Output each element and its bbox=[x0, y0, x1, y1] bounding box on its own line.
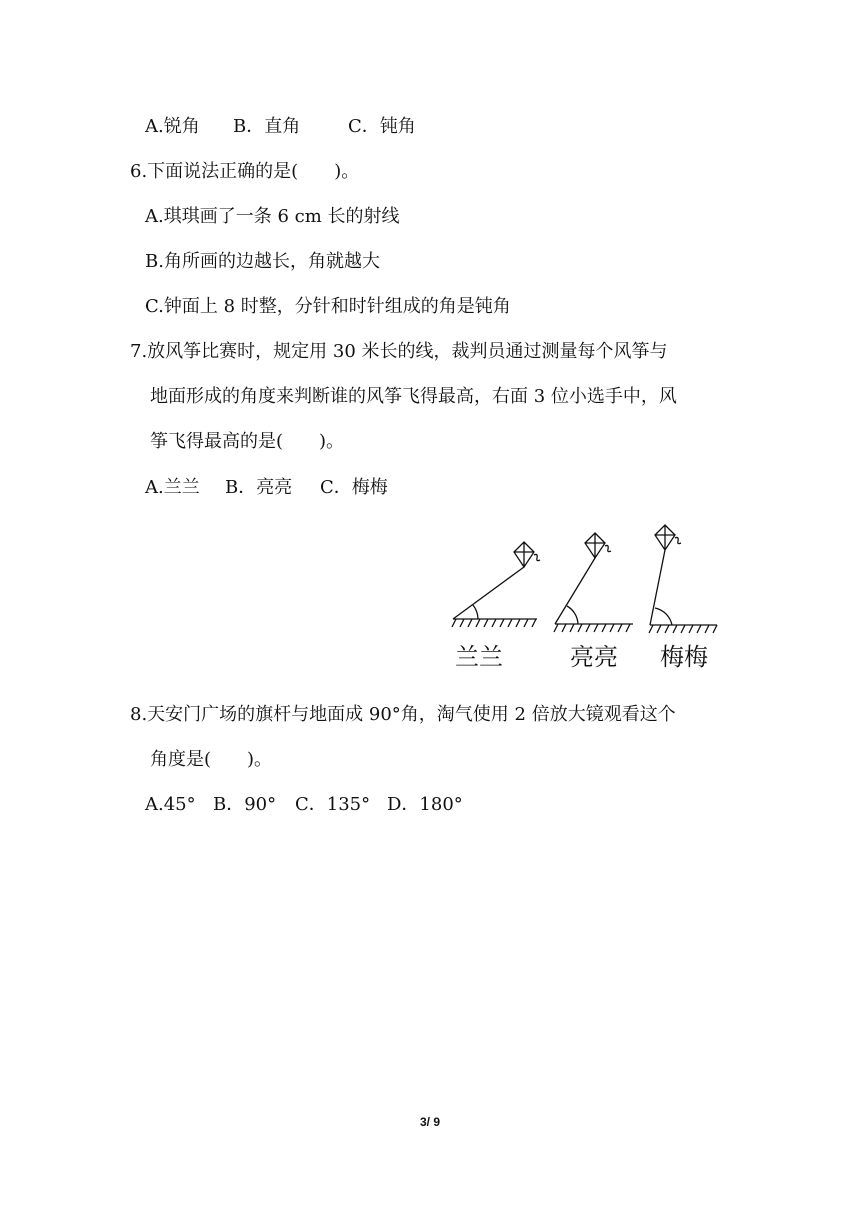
q8-option-b: B．90° bbox=[213, 794, 277, 815]
q8-options bbox=[145, 793, 463, 817]
kite-string bbox=[650, 550, 665, 625]
q6-stem: 6.下面说法正确的是( )。 bbox=[130, 161, 360, 182]
q6-option-b: B.角所画的边越长，角就越大 bbox=[145, 251, 380, 272]
page-number: 3/ 9 bbox=[419, 1115, 440, 1129]
kite-meimei bbox=[649, 525, 717, 633]
angle-arc bbox=[473, 605, 478, 619]
kite-string bbox=[453, 567, 524, 619]
q8-stem-line-1: 8.天安门广场的旗杆与地面成 90°角，淘气使用 2 倍放大镜观看这个 bbox=[130, 704, 676, 725]
kite-tail bbox=[605, 545, 611, 551]
angle-arc bbox=[655, 608, 672, 625]
q7-option-a: A.兰兰 bbox=[145, 477, 200, 498]
q6-option-c: C.钟面上 8 时整，分针和时针组成的角是钝角 bbox=[145, 296, 511, 317]
ground-hatching bbox=[554, 624, 630, 632]
q8-option-a: A.45° bbox=[145, 794, 196, 815]
q7-option-b: B．亮亮 bbox=[225, 477, 293, 498]
kite-figure bbox=[440, 515, 730, 680]
label-meimei: 梅梅 bbox=[660, 643, 708, 671]
kite-tail bbox=[534, 554, 540, 560]
kite-body bbox=[655, 525, 675, 550]
kite-tail bbox=[675, 537, 681, 543]
q5-option-b: B．直角 bbox=[233, 116, 301, 137]
q5-options bbox=[145, 115, 416, 139]
ground-hatching bbox=[649, 625, 717, 633]
q8-option-c: C．135° bbox=[295, 794, 371, 815]
q7-stem-line-3: 筝飞得最高的是( )。 bbox=[150, 431, 345, 452]
ground-hatching bbox=[452, 619, 536, 627]
q7-stem-line-1: 7.放风筝比赛时，规定用 30 米长的线，裁判员通过测量每个风筝与 bbox=[130, 341, 668, 362]
q5-option-c: C．钝角 bbox=[348, 116, 416, 137]
q5-option-a: A.锐角 bbox=[145, 116, 200, 137]
q7-option-c: C．梅梅 bbox=[320, 477, 388, 498]
label-lanlan: 兰兰 bbox=[455, 643, 503, 671]
q6-option-a: A.琪琪画了一条 6 cm 长的射线 bbox=[145, 206, 400, 227]
kite-body bbox=[585, 533, 605, 558]
q8-option-d: D．180° bbox=[387, 794, 463, 815]
kite-lanlan bbox=[452, 542, 540, 627]
kite-liangliang bbox=[554, 533, 633, 632]
q8-stem-line-2: 角度是( )。 bbox=[150, 749, 273, 770]
angle-arc bbox=[567, 606, 578, 624]
kite-body bbox=[514, 542, 534, 567]
label-liangliang: 亮亮 bbox=[570, 643, 618, 671]
q7-options bbox=[145, 476, 388, 500]
q7-stem-line-2: 地面形成的角度来判断谁的风筝飞得最高，右面 3 位小选手中，风 bbox=[150, 386, 677, 407]
